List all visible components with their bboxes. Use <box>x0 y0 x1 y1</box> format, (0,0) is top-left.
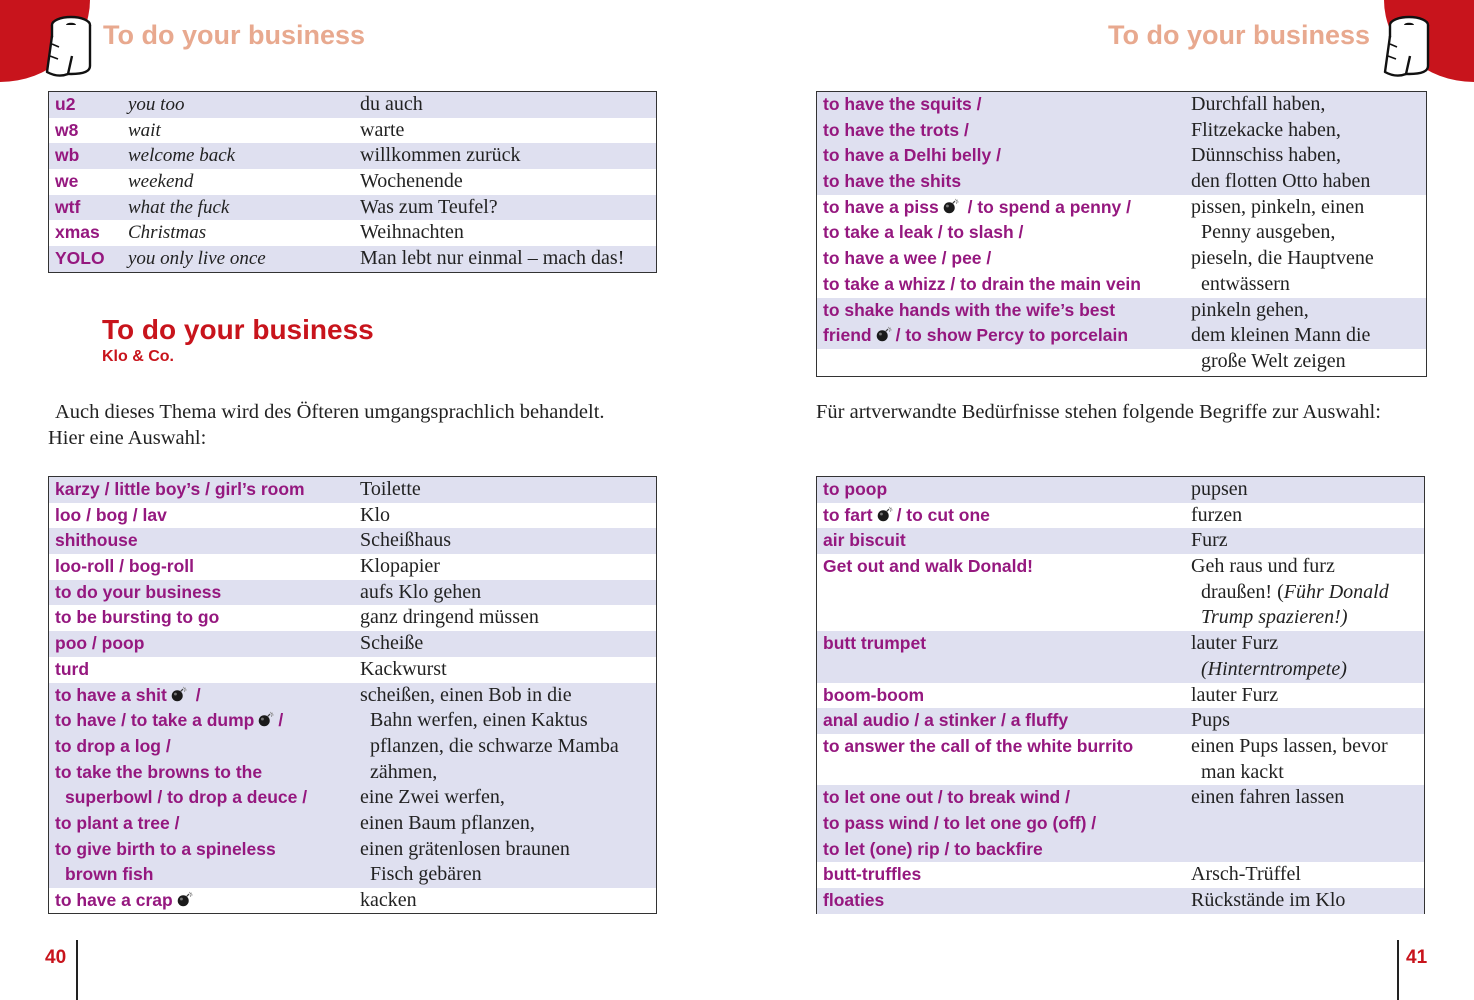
table-row <box>817 118 1426 144</box>
right-intro: Für artverwandte Bedürfnisse stehen folgende Begriffe zur Auswahl: <box>816 401 1381 423</box>
toilet-roll-icon <box>1382 14 1432 80</box>
german-translation: pinkeln gehen, <box>1191 298 1309 321</box>
english-term: brown fish <box>65 864 154 885</box>
german-translation: Pups <box>1191 709 1230 732</box>
diarrhea-urination-table <box>816 91 1427 377</box>
table-row <box>49 631 656 657</box>
translation: du auch <box>360 93 423 115</box>
english-term: to poop <box>823 479 888 499</box>
table-row <box>49 92 656 118</box>
table-row-group <box>817 785 1424 862</box>
german-translation: zähmen, <box>370 760 438 783</box>
table-row <box>817 760 1424 786</box>
table-row <box>49 528 656 554</box>
english-term: to have the trots / <box>823 119 969 140</box>
english-term: to shake hands with the wife’s best <box>823 299 1116 320</box>
english-term-line: to have / to take a dump / <box>55 710 284 731</box>
meaning: weekend <box>128 171 194 193</box>
german-translation: pflanzen, die schwarze Mamba <box>370 734 619 757</box>
business-vocabulary-table <box>48 476 657 914</box>
table-row <box>49 503 656 529</box>
german-translation: dem kleinen Mann die <box>1191 324 1371 347</box>
translation: Man lebt nur einmal – mach das! <box>360 247 625 270</box>
german-translation: Arsch-Trüffel <box>1191 863 1301 886</box>
english-term: air biscuit <box>823 530 906 551</box>
english-term: karzy / little boy’s / girl’s room <box>55 479 305 499</box>
german-translation: (Hinterntrompete) <box>1201 657 1347 680</box>
english-term: Get out and walk Donald! <box>823 556 1034 577</box>
bomb-icon <box>875 326 893 342</box>
english-term: to take a leak / to slash / <box>823 222 1024 243</box>
english-term: boom-boom <box>823 684 925 705</box>
german-translation: Klopapier <box>360 555 440 578</box>
table-row <box>817 811 1424 837</box>
table-row <box>817 272 1426 298</box>
meaning: what the fuck <box>128 196 230 218</box>
toilet-roll-icon <box>44 14 94 80</box>
table-row <box>49 888 656 914</box>
german-translation: pupsen <box>1191 478 1248 500</box>
table-row-group <box>49 683 656 889</box>
german-translation: Dünnschiss haben, <box>1191 144 1341 167</box>
table-row <box>817 220 1426 246</box>
english-term-line: to have a piss / to spend a penny / <box>823 196 1131 217</box>
table-row <box>49 683 656 709</box>
german-translation: Furz <box>1191 529 1228 552</box>
english-term: to give birth to a spineless <box>55 838 276 859</box>
english-term: to have a Delhi belly / <box>823 145 1001 166</box>
english-term: to let one out / to break wind / <box>823 787 1070 808</box>
german-translation: aufs Klo gehen <box>360 580 482 603</box>
table-row <box>817 631 1424 657</box>
table-row <box>817 683 1424 709</box>
table-row <box>817 837 1424 863</box>
table-row <box>49 143 656 169</box>
german-translation: einen grätenlosen braunen <box>360 837 570 860</box>
german-translation: lauter Furz <box>1191 683 1279 706</box>
german-translation: Klo <box>360 503 390 526</box>
table-row <box>817 298 1426 324</box>
german-translation: Fisch gebären <box>370 863 482 886</box>
table-row <box>49 760 656 786</box>
abbreviation: wtf <box>55 196 81 217</box>
section-title: To do your business <box>102 314 374 345</box>
german-translation: scheißen, einen Bob in die <box>360 683 572 706</box>
english-term: to take a whizz / to drain the main vein <box>823 273 1141 294</box>
table-row <box>817 323 1426 349</box>
table-row <box>49 195 656 221</box>
table-row <box>49 811 656 837</box>
german-translation: entwässern <box>1201 272 1290 295</box>
table-row-group <box>817 554 1424 631</box>
abbreviation: we <box>55 171 79 192</box>
german-translation: Flitzekacke haben, <box>1191 118 1341 141</box>
german-translation: Bahn werfen, einen Kaktus <box>370 709 588 732</box>
german-translation: einen Pups lassen, bevor <box>1191 734 1388 757</box>
table-row <box>817 349 1426 375</box>
bomb-icon <box>942 198 960 214</box>
english-term-line: to have a crap <box>55 888 197 914</box>
table-row <box>49 477 656 503</box>
german-translation: Trump spazieren!) <box>1201 606 1348 629</box>
translation: warte <box>360 118 405 141</box>
meaning: welcome back <box>128 145 236 167</box>
english-term: superbowl / to drop a deuce / <box>65 787 308 808</box>
table-row <box>49 837 656 863</box>
table-row <box>49 169 656 195</box>
abbreviation: w8 <box>55 119 79 140</box>
english-term: to have a wee / pee / <box>823 248 992 269</box>
english-term: loo-roll / bog-roll <box>55 556 195 577</box>
table-row <box>817 580 1424 606</box>
english-term: to let (one) rip / to backfire <box>823 838 1043 859</box>
abbreviation: wb <box>55 145 80 166</box>
table-row <box>817 528 1424 554</box>
abbreviation: xmas <box>55 222 100 243</box>
meaning: you too <box>128 94 185 115</box>
english-term-line: to fart / to cut one <box>823 504 990 525</box>
table-row <box>817 657 1424 683</box>
table-row <box>817 554 1424 580</box>
abbreviation-table <box>48 91 657 273</box>
german-translation: eine Zwei werfen, <box>360 786 505 809</box>
german-translation: große Welt zeigen <box>1201 349 1346 372</box>
table-row <box>817 888 1424 914</box>
page-number-rule-right <box>1397 940 1399 1000</box>
table-row <box>817 734 1424 760</box>
table-row <box>49 118 656 144</box>
translation: Weihnachten <box>360 221 464 244</box>
bomb-icon <box>876 506 894 522</box>
table-row <box>817 246 1426 272</box>
german-translation: kacken <box>360 889 417 911</box>
english-term: to drop a log / <box>55 735 171 756</box>
table-row <box>49 785 656 811</box>
table-row-group <box>817 195 1426 298</box>
table-row-group <box>817 734 1424 785</box>
table-row <box>817 605 1424 631</box>
english-term: anal audio / a stinker / a fluffy <box>823 710 1069 731</box>
german-translation: ganz dringend müssen <box>360 606 539 629</box>
english-term: turd <box>55 658 90 679</box>
table-row <box>49 657 656 683</box>
german-translation: den flotten Otto haben <box>1191 170 1371 193</box>
intro-line-2: Hier eine Auswahl: <box>48 427 207 449</box>
page-number-rule-left <box>76 940 78 1000</box>
table-row <box>817 195 1426 221</box>
english-term: floaties <box>823 890 885 910</box>
translation: Wochenende <box>360 170 463 193</box>
table-row <box>49 708 656 734</box>
table-row <box>49 734 656 760</box>
german-translation-line: draußen! (Führ Donald <box>1201 580 1389 603</box>
german-translation: Durchfall haben, <box>1191 93 1326 115</box>
intro-line-1: Auch dieses Thema wird des Öfteren umgangsprachlich behandelt. <box>55 401 605 423</box>
english-term: to take the browns to the <box>55 761 263 782</box>
page-number-right: 41 <box>1406 947 1428 968</box>
bomb-icon <box>257 711 275 727</box>
german-translation: Rückstände im Klo <box>1191 889 1346 911</box>
german-translation: Kackwurst <box>360 657 447 680</box>
table-row-group <box>817 298 1426 349</box>
english-term-line: to have a shit / <box>55 684 201 705</box>
english-term: to have the squits / <box>823 94 982 114</box>
german-translation: lauter Furz <box>1191 632 1279 655</box>
german-translation: einen fahren lassen <box>1191 786 1345 809</box>
table-row <box>817 169 1426 195</box>
table-row <box>817 503 1424 529</box>
bomb-icon <box>176 891 194 907</box>
english-term: to do your business <box>55 581 222 602</box>
translation: Was zum Teufel? <box>360 195 498 218</box>
english-term: shithouse <box>55 530 138 551</box>
abbreviation: YOLO <box>55 248 105 269</box>
german-translation: Scheiße <box>360 632 424 655</box>
meaning: you only live once <box>128 248 266 270</box>
running-header-right: To do your business <box>1107 20 1370 50</box>
abbreviation: u2 <box>55 94 76 114</box>
german-translation: Geh raus und furz <box>1191 555 1335 578</box>
english-term: poo / poop <box>55 633 145 654</box>
english-term: to have the shits <box>823 171 962 192</box>
german-translation: pissen, pinkeln, einen <box>1191 195 1365 218</box>
english-term: to answer the call of the white burrito <box>823 735 1134 756</box>
english-term: to pass wind / to let one go (off) / <box>823 812 1097 833</box>
english-term: butt-truffles <box>823 864 922 885</box>
section-subtitle: Klo & Co. <box>102 348 174 365</box>
german-translation: man kackt <box>1201 760 1284 783</box>
table-row <box>49 580 656 606</box>
table-row <box>817 143 1426 169</box>
table-row-group <box>817 631 1424 682</box>
german-translation: pieseln, die Hauptvene <box>1191 247 1374 270</box>
english-term-line: friend / to show Percy to porcelain <box>823 325 1129 346</box>
table-row <box>817 477 1424 503</box>
table-row <box>49 605 656 631</box>
table-row <box>817 708 1424 734</box>
table-row-group <box>817 92 1426 195</box>
english-term: loo / bog / lav <box>55 504 167 525</box>
bomb-icon <box>170 686 188 702</box>
table-row <box>49 220 656 246</box>
german-translation: Toilette <box>360 478 421 500</box>
fart-vocabulary-table <box>816 476 1425 914</box>
translation: willkommen zurück <box>360 144 521 167</box>
meaning: Christmas <box>128 222 207 244</box>
meaning: wait <box>128 119 161 141</box>
german-translation: einen Baum pflanzen, <box>360 811 535 834</box>
page-number-left: 40 <box>45 947 67 968</box>
table-row <box>49 862 656 888</box>
german-translation: Penny ausgeben, <box>1201 221 1336 244</box>
german-translation: furzen <box>1191 503 1243 526</box>
table-row <box>817 785 1424 811</box>
table-row <box>49 246 656 272</box>
english-term: to plant a tree / <box>55 812 180 833</box>
german-translation: Scheißhaus <box>360 529 452 552</box>
table-row <box>817 862 1424 888</box>
table-row <box>49 554 656 580</box>
running-header-left: To do your business <box>103 20 366 50</box>
english-term: butt trumpet <box>823 633 927 654</box>
english-term: to be bursting to go <box>55 607 220 628</box>
table-row <box>817 92 1426 118</box>
